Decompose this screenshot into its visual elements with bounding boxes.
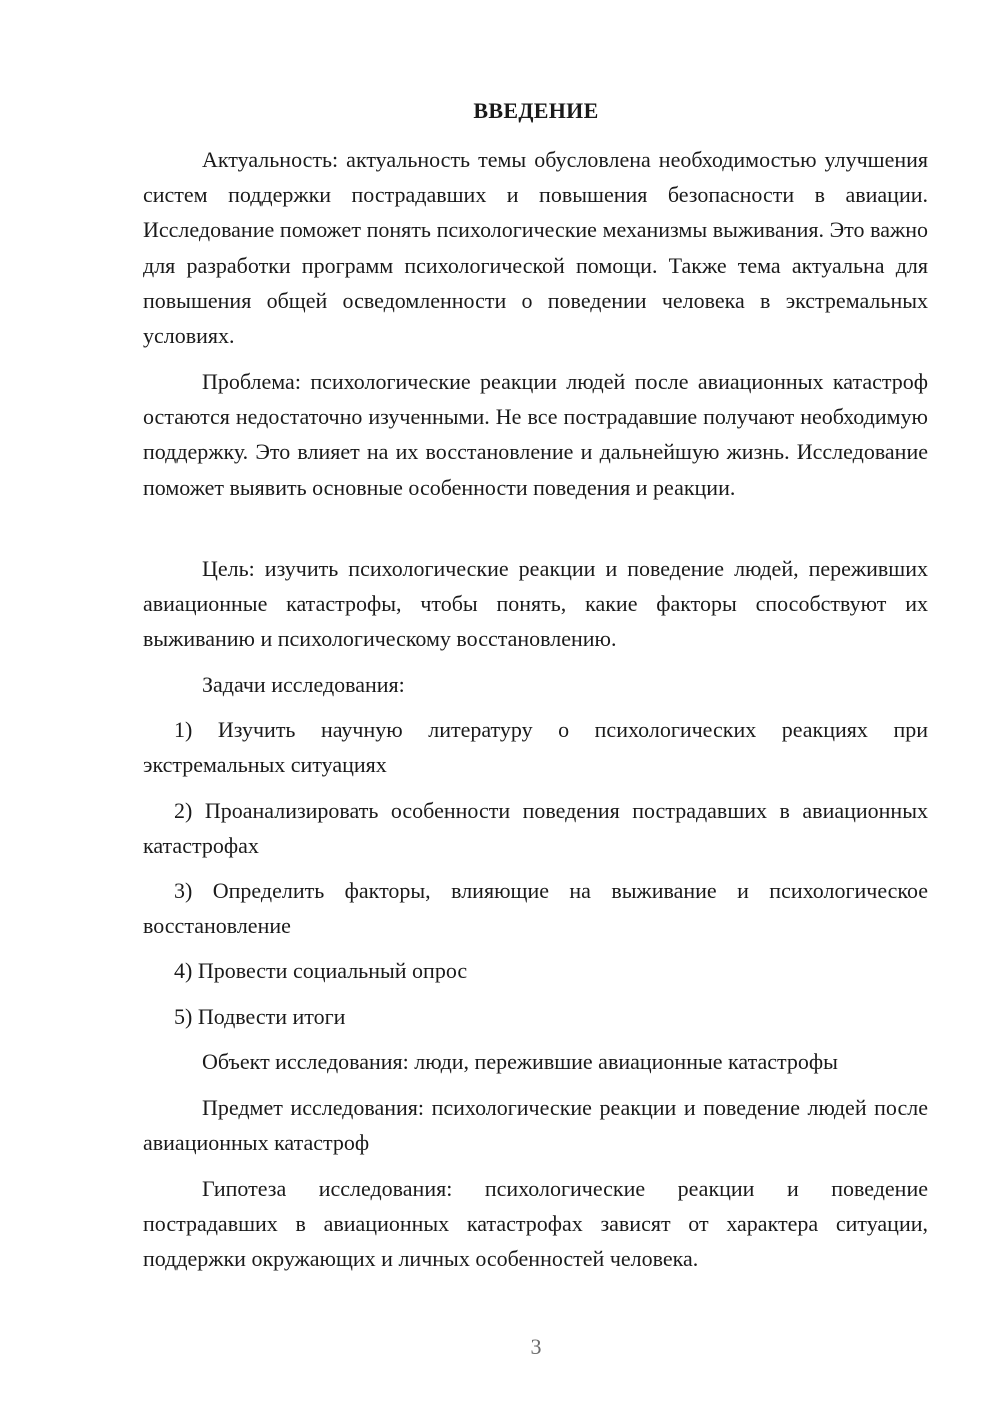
- task-item-1: 1) Изучить научную литературу о психологических реакциях при экстремальных ситуациях: [143, 717, 928, 778]
- subject-paragraph: Предмет исследования: психологические реакции и поведение людей после авиационных катастроф: [143, 1095, 928, 1156]
- task-item-2: 2) Проанализировать особенности поведения пострадавших в авиационных катастрофах: [143, 798, 928, 859]
- page-title: ВВЕДЕНИЕ: [473, 98, 599, 123]
- object-paragraph: Объект исследования: люди, пережившие авиационные катастрофы: [202, 1049, 838, 1074]
- problem-paragraph: Проблема: психологические реакции людей после авиационных катастроф остаются недостаточно изученными. Не все пострадавшие получают необходимую поддержку. Это влияет на их восстановление и дальнейшую жизнь. Исследование поможет выявить основные особенности поведения и реакции.: [143, 369, 928, 500]
- goal-paragraph: Цель: изучить психологические реакции и поведение людей, переживших авиационные катастрофы, чтобы понять, какие факторы способствуют их выживанию и психологическому восстановлению.: [143, 556, 928, 652]
- hypothesis-paragraph: Гипотеза исследования: психологические реакции и поведение пострадавших в авиационных катастрофах зависят от характера ситуации, поддержки окружающих и личных особенностей человека.: [143, 1176, 928, 1272]
- tasks-heading: Задачи исследования:: [202, 672, 405, 697]
- relevance-paragraph: Актуальность: актуальность темы обусловлена необходимостью улучшения систем поддержки пострадавших и повышения безопасности в авиации. Исследование поможет понять психологические механизмы выживания. Это важно для разработки программ психологической помощи. Также тема актуальна для повышения общей осведомленности о поведении человека в экстремальных условиях.: [143, 147, 928, 349]
- task-item-3: 3) Определить факторы, влияющие на выживание и психологическое восстановление: [143, 878, 928, 939]
- task-item-4: 4) Провести социальный опрос: [174, 958, 468, 983]
- task-item-5: 5) Подвести итоги: [174, 1004, 346, 1029]
- page-number: 3: [530, 1334, 542, 1359]
